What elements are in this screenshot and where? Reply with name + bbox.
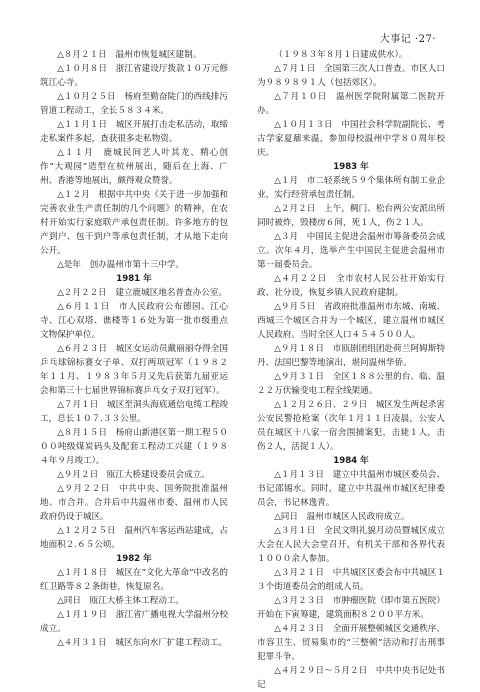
chronicle-entry: △是年 创办温州市第十三中学。: [57, 260, 185, 270]
chronicle-entry: △６月２３日 城区女运动员戴丽丽夺得全国乒乓球锦标赛女子单、双打两项冠军（１９８２年１１月、１９８３年５月又先后获第九届亚运会和第三十七届世界锦标赛乒乓女子双打冠军）。: [40, 344, 228, 396]
page-header: [0, 0, 480, 44]
chronicle-entry: △３月 中国民主促进会温州市筹备委员会成立。次年４月，选举产生中国民主促进会温州市第一届委员会。: [257, 232, 445, 270]
chronicle-entry: △１２月２６日、２９日 城区发生两起杀害公安民警抢枪案（次年１月１１日凌晨，公安人员在城区十八家一宿舍围捕案犯，击毙１人，击伤２人，活捉１人）。: [257, 400, 445, 452]
chronicle-entry: △２月２日 上午，稠门、松台两公安派出所同时被炸，毁楼房６间，死１人，伤２１人。: [257, 204, 445, 228]
chronicle-entry: △１０月１３日 中国社会科学院副院长、考古学家夏鼐来温，参加母校温州中学８０周年校庆。: [257, 120, 445, 158]
chronicle-entry: △１１月 鹿城民间艺人叶其龙、精心创作“大观园”造型在杭州展出，随后在上海、广州、香港等地展出，颇得观众赞誉。: [40, 148, 228, 186]
chronicle-entry: △９月１８日 市瓯剧团组团赴荷兰阿姆斯特丹、法国巴黎等地演出，堪问温州华侨。: [257, 344, 445, 368]
right-column: [257, 48, 445, 692]
chronicle-entry: △１月１３日 建立中共温州市城区委员会、书记邵锡水。同时，建立中共温州市城区纪律委员会，书记林逸青。: [257, 470, 445, 508]
chronicle-entry: △３月２３日 市肿瘤医院（即市第五医院）开始在下寅筹建，建筑面积８２００平方米。: [257, 596, 445, 620]
chronicle-entry: △４月２３日 全面开展整顿城区交通秩序、市容卫生、贸易集市的“三整顿”活动和打击刑事犯罪斗争。: [257, 624, 445, 662]
chronicle-entry: （１９８３年８月１日建成供水）。: [274, 50, 408, 60]
chronicle-entry: △８月２１日 温州市恢复城区建制。: [57, 50, 202, 60]
chronicle-entry: △７月１０日 温州医学院附属第二医院开办。: [257, 92, 445, 116]
chronicle-entry: △９月３１日 全区１８８公里的台、临、温２２万伏输变电工程全线架通。: [257, 372, 445, 396]
chronicle-entry: △６月１１日 市人民政府公布德园、江心寺、江心双塔、谯楼等１６处为第一批市级重点文物保护单位。: [40, 302, 228, 340]
chronicle-entry: △１月１９日 浙江省广播电视大学温州分校成立。: [40, 610, 228, 634]
page-header-text: [380, 30, 436, 45]
chronicle-entry: △２月２２日 建立鹿城区地名普查办公室。: [57, 288, 228, 298]
chronicle-entry: △３月２１日 中共城区区委会布中共城区１３个街道委员会的组成人员。: [257, 568, 445, 592]
chronicle-entry: △９月２２日 中共中央、国务院批准温州地、市合并。合并后中共温州市委、温州市人民政府仍设于城区。: [40, 484, 228, 522]
year-heading: 1984 年: [333, 456, 369, 466]
chronicle-entry: △同日 瓯江大桥主体工程动工。: [57, 596, 185, 606]
chronicle-entry: △同日 温州市城区人民政府成立。: [274, 512, 410, 522]
chronicle-entry: △７月１日 全国第三次人口普查。市区人口为９８９８９１人（包括郊区）。: [257, 64, 445, 88]
chronicle-entry: △４月２９日～５月２日 中共中央书记处书记: [257, 666, 445, 690]
section-title: 大事记: [379, 34, 412, 45]
chronicle-entry: △４月２２日 全市农村人民公社开始实行政、社分设，恢复乡镇人民政府建制。: [257, 274, 445, 298]
chronicle-entry: △１０月８日 浙江省建设厅拨款１０万元修筑江心寺。: [40, 64, 228, 88]
chronicle-entry: △８月１５日 杨府山新港区第一期工程５０００吨级煤炭码头及配套工程动工兴建（１９８４年９月竣工）。: [40, 428, 228, 466]
chronicle-entry: △１２月２５日 温州汽车客运西站建成，占地面积２.６５公顷。: [40, 526, 228, 550]
chronicle-entry: △７月１日 城区至洞头海底通信电缆工程竣工，总长１０７.３３公里。: [40, 400, 228, 424]
left-column: [40, 48, 228, 650]
chronicle-entry: △３月１日 全民文明礼貌月动员暨城区成立大会在人民大会堂召开，有机关干部和各界代表１０００余人参加。: [257, 526, 445, 564]
chronicle-entry: △１０月２５日 杨府至勤奋陡门的西线排污管道工程动工，全长５８３４米。: [40, 92, 228, 116]
chronicle-entry: △９月５日 省政府批准温州市东城、南城、西城三个城区合并为一个城区，建立温州市城区人民政府。当时全区人口４５４５００人。: [257, 302, 445, 340]
chronicle-entry: △１月 市二轻系统５９个集体所有制工业企业，实行经营承包责任制。: [257, 176, 445, 200]
chronicle-entry: △１２月 根据中共中央《关于进一步加强和完善农业生产责任制的几个问题》的精神，在农村开始实行家庭联产承包责任制。许多地方的包产到户、包干到户等承包责任制，才从地下走向公开。: [40, 190, 228, 256]
chronicle-entry: △４月３１日 城区东向水厂扩建工程动工。: [57, 638, 228, 648]
chronicle-entry: △１１月１日 城区开展打击走私活动，取缔走私案件多起，查获很多走私物资。: [40, 120, 228, 144]
year-heading: 1983 年: [333, 162, 369, 172]
chronicle-entry: △１月１８日 城区在“文化大革命”中改名的红卫路等８２条街巷，恢复原名。: [40, 568, 228, 592]
year-heading: 1982 年: [116, 554, 152, 564]
chronicle-entry: △９月２日 瓯江大桥建设委员会成立。: [57, 470, 210, 480]
page-number: ·27·: [414, 34, 436, 45]
year-heading: 1981 年: [116, 274, 152, 284]
